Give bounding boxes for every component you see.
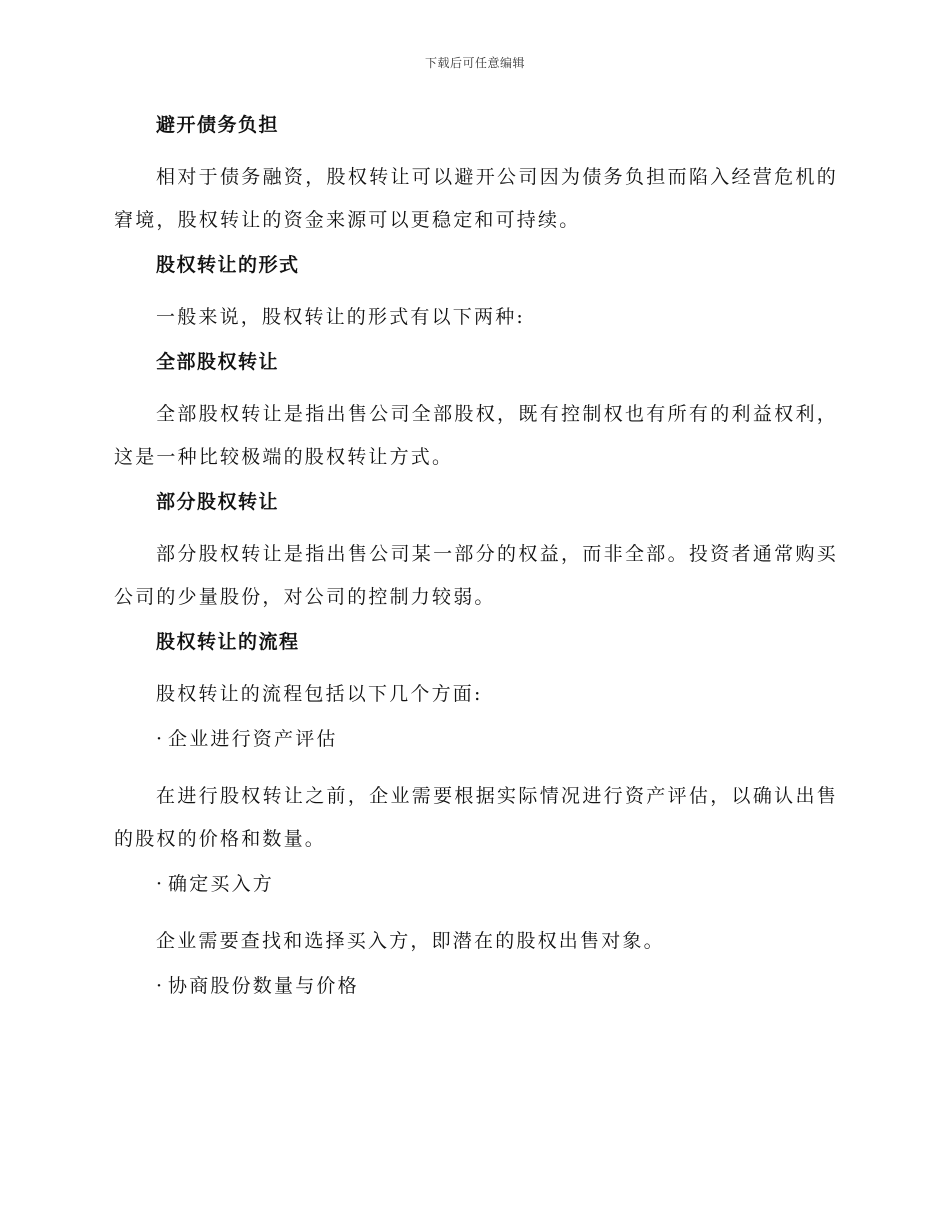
bullet-dot-icon: · [156,975,165,997]
paragraph-transfer-forms-intro: 一般来说，股权转让的形式有以下两种: [156,306,526,328]
paragraph-determine-buyer: 企业需要查找和选择买入方，即潜在的股权出售对象。 [156,930,665,952]
paragraph-asset-evaluation: 在进行股权转让之前，企业需要根据实际情况进行资产评估，以确认出售的股权的价格和数量。 [114,785,838,850]
section-heading-full-transfer: 全部股权转让 [156,351,280,373]
bullet-dot-icon: · [156,873,165,895]
paragraph-avoid-debt: 相对于债务融资，股权转让可以避开公司因为债务负担而陷入经营危机的窘境，股权转让的资金来源可以更稳定和可持续。 [114,166,838,231]
bullet-item-determine-buyer [114,869,838,899]
section-heading-partial-transfer: 部分股权转让 [156,491,280,513]
paragraph-transfer-process-intro: 股权转让的流程包括以下几个方面: [156,683,483,705]
bullet-item-negotiate-shares [114,971,838,1001]
bullet-item-label: 协商股份数量与价格 [168,975,359,997]
bullet-item-asset-evaluation [114,724,838,754]
paragraph-partial-transfer: 部分股权转让是指出售公司某一部分的权益，而非全部。投资者通常购买公司的少量股份，对公司的控制力较弱。 [114,543,838,608]
document-body [114,110,838,1022]
bullet-dot-icon: · [156,728,165,750]
paragraph-full-transfer: 全部股权转让是指出售公司全部股权，既有控制权也有所有的利益权利，这是一种比较极端的股权转让方式。 [114,403,838,468]
bullet-item-label: 确定买入方 [168,873,275,895]
section-heading-avoid-debt: 避开债务负担 [156,114,280,136]
page-header: 下载后可任意编辑 [424,56,525,70]
bullet-item-label: 企业进行资产评估 [168,728,338,750]
section-heading-transfer-forms: 股权转让的形式 [156,254,300,276]
section-heading-transfer-process: 股权转让的流程 [156,631,300,653]
